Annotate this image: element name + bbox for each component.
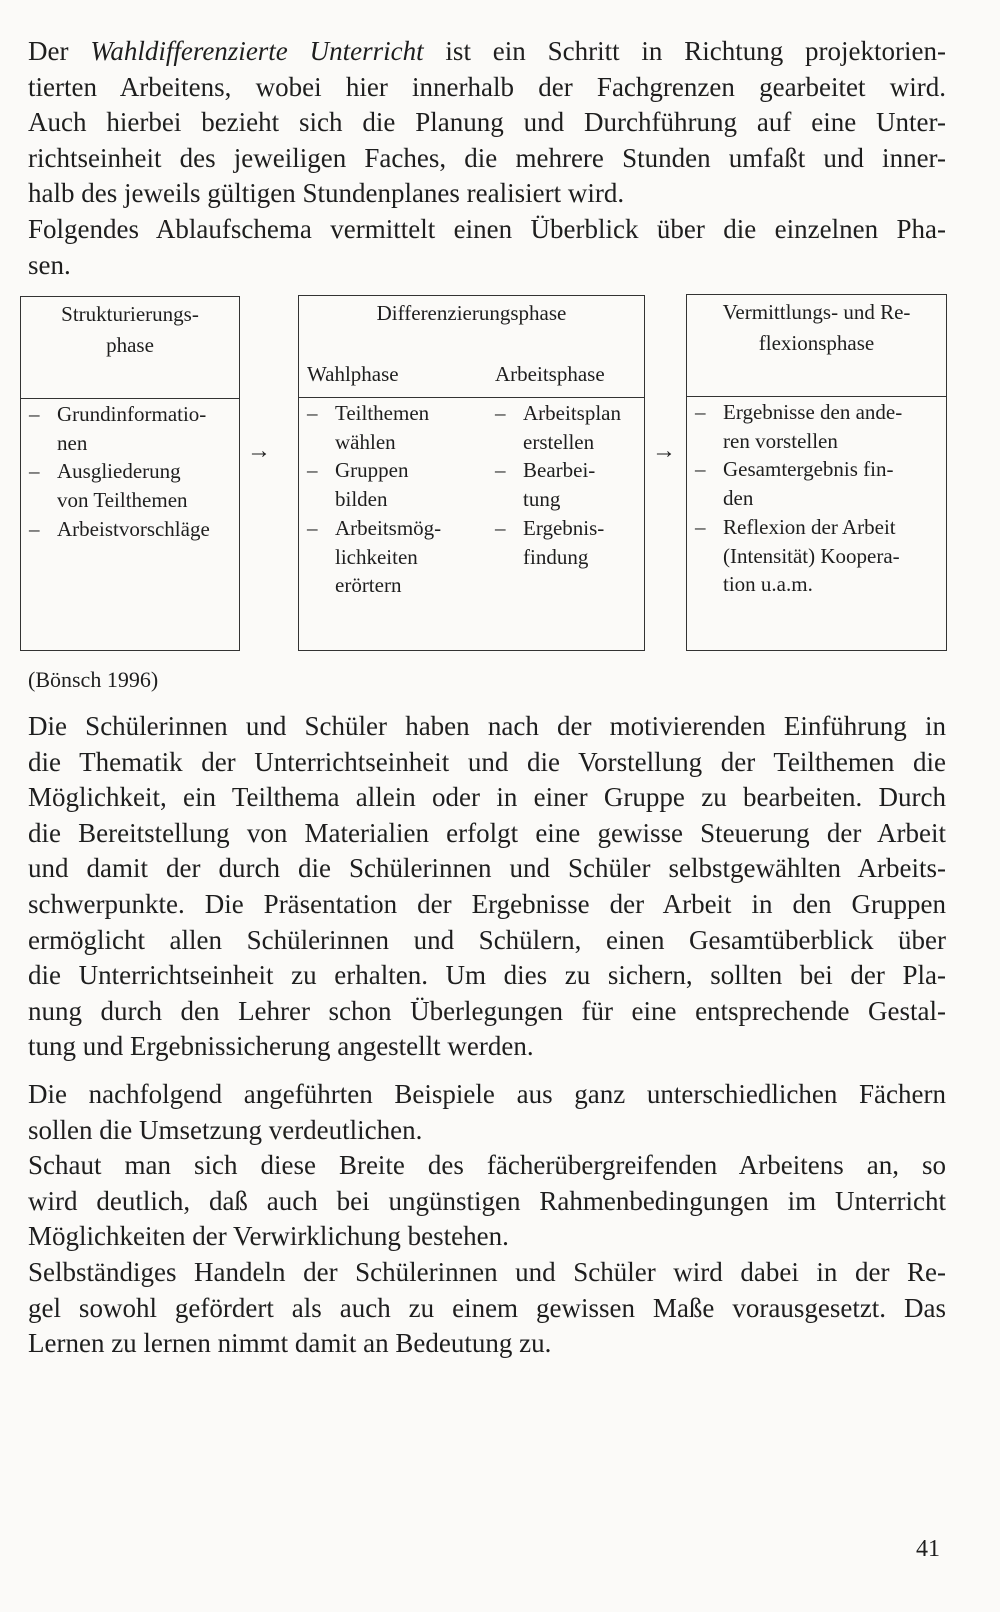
text-span: halb des jeweils gültigen Stundenplanes realisiert wird. [28, 178, 625, 209]
dash-bullet: – [307, 515, 318, 540]
citation: (Bönsch 1996) [28, 667, 159, 692]
dash-bullet: – [495, 458, 506, 483]
item-line: Ergebnisse den ande- [723, 400, 903, 424]
item-list [687, 398, 942, 599]
text-span: Der [28, 36, 91, 66]
item-line: lichkeiten [335, 544, 418, 569]
list-item [21, 515, 236, 544]
item-line: tion u.a.m. [723, 572, 813, 597]
text-line: die Thematik der Unterrichtseinheit und die Vorstellung der Teilthemen die [28, 746, 946, 777]
text-line: gel sowohl gefördert als auch zu einem gewissen Maße vorausgesetzt. Das [28, 1292, 946, 1323]
text-line: tung und Ergebnissicherung angestellt werden. [28, 1031, 534, 1062]
text-line: die Unterrichtseinheit zu erhalten. Um dies zu sichern, sollten bei der Pla- [28, 960, 946, 991]
arrow-icon: → [652, 438, 676, 464]
phase-box-differentiation [298, 295, 645, 651]
list-item [487, 399, 642, 456]
item-line: nen [57, 430, 88, 455]
item-line: Ausgliederung [57, 459, 181, 484]
text-span: Auch hierbei bezieht sich die Planung und Durchführung auf eine Unter- [28, 107, 946, 138]
text-line [28, 176, 946, 212]
phase-box-header [687, 295, 946, 397]
text-line: die Bereitstellung von Materialien erfolgt eine gewisse Steuerung der Arbeit [28, 817, 946, 848]
subheader-arbeitsphase: Arbeitsphase [495, 362, 605, 386]
body-paragraph [28, 1077, 946, 1362]
item-line: erörtern [335, 573, 402, 598]
item-line: wählen [335, 429, 396, 454]
dash-bullet: – [307, 401, 318, 425]
item-line: Gesamtergebnis fin- [723, 457, 894, 482]
dash-bullet: – [307, 458, 318, 483]
text-line [28, 105, 946, 141]
header-line: Differenzierungsphase [376, 301, 567, 325]
dash-bullet: – [695, 457, 706, 482]
text-line: Möglichkeit, ein Teilthema allein oder in einer Gruppe zu bearbeiten. Durch [28, 782, 946, 813]
header-line: flexionsphase [758, 331, 875, 355]
phase-box-mediation [686, 294, 947, 651]
text-line [28, 212, 946, 248]
item-line: Teilthemen [335, 401, 430, 425]
text-line: nung durch den Lehrer schon Überlegungen für eine entsprechende Gestal- [28, 995, 946, 1026]
phase-box-structuring [20, 296, 240, 651]
list-item [487, 456, 642, 513]
dash-bullet: – [29, 459, 40, 484]
list-item [21, 457, 236, 514]
text-span: ist ein Schritt in Richtung projektorien- [423, 36, 947, 66]
text-line [28, 70, 946, 106]
text-line: sollen die Umsetzung verdeutlichen. [28, 1114, 423, 1145]
phase-box-header [21, 297, 239, 399]
list-item [299, 514, 484, 600]
text-line: schwerpunkte. Die Präsentation der Ergebnisse der Arbeit in den Gruppen [28, 888, 946, 919]
list-item [687, 455, 942, 512]
text-span: tierten Arbeitens, wobei hier innerhalb der Fachgrenzen gearbeitet wird. [28, 71, 946, 102]
text-line: Möglichkeiten der Verwirklichung bestehen. [28, 1221, 509, 1252]
text-line: Selbständiges Handeln der Schülerinnen und Schüler wird dabei in der Re- [28, 1256, 946, 1287]
intro-paragraph [28, 34, 946, 283]
list-item [299, 456, 484, 513]
item-line: findung [523, 544, 589, 569]
subheader-wahlphase: Wahlphase [307, 362, 399, 386]
list-item [21, 400, 236, 457]
header-line: Strukturierungs- [61, 302, 199, 326]
text-line: und damit der durch die Schülerinnen und Schüler selbstgewählten Arbeits- [28, 853, 946, 884]
list-item [687, 513, 942, 599]
item-line: bilden [335, 487, 388, 512]
header-line: phase [106, 333, 154, 357]
item-line: (Intensität) Koopera- [723, 543, 900, 568]
page-number: 41 [916, 1536, 940, 1562]
text-line [28, 34, 946, 70]
arrow-icon: → [247, 438, 271, 464]
body-paragraph [28, 709, 946, 1065]
text-line [28, 248, 946, 284]
text-line: Lernen zu lernen nimmt damit an Bedeutung zu. [28, 1328, 552, 1359]
item-line: Ergebnis- [523, 515, 605, 540]
text-span: Folgendes Ablaufschema vermittelt einen Überblick über die einzelnen Pha- [28, 213, 946, 244]
text-line: wird deutlich, daß auch bei ungünstigen Rahmenbedingungen im Unterricht [28, 1185, 946, 1216]
item-line: Arbeitsmög- [335, 515, 442, 540]
italic-term: Wahldifferenzierte Unterricht [90, 36, 424, 66]
item-list [487, 399, 642, 571]
item-line: Arbeistvorschläge [57, 516, 210, 541]
dash-bullet: – [495, 515, 506, 540]
text-line [28, 141, 946, 177]
item-line: Gruppen [335, 458, 409, 483]
item-line: Arbeitsplan [523, 401, 621, 425]
item-line: Grundinformatio- [57, 402, 207, 426]
item-line: ren vorstellen [723, 428, 838, 453]
dash-bullet: – [495, 401, 506, 425]
phase-box-header [299, 296, 644, 398]
dash-bullet: – [29, 402, 40, 426]
item-line: Bearbei- [523, 458, 596, 483]
list-item [299, 399, 484, 456]
text-span: sen. [28, 249, 71, 280]
text-span: richtseinheit des jeweiligen Faches, die mehrere Stunden umfaßt und inner- [28, 142, 946, 173]
item-line: den [723, 486, 754, 511]
text-line: Die Schülerinnen und Schüler haben nach der motivierenden Einführung in [28, 711, 946, 741]
item-list [299, 399, 484, 600]
list-item [687, 398, 942, 455]
dash-bullet: – [695, 514, 706, 539]
header-line: Vermittlungs- und Re- [722, 300, 911, 324]
dash-bullet: – [29, 516, 40, 541]
list-item [487, 514, 642, 571]
item-line: Reflexion der Arbeit [723, 514, 896, 539]
item-line: tung [523, 487, 561, 512]
text-line: Die nachfolgend angeführten Beispiele aus ganz unterschiedlichen Fächern [28, 1079, 946, 1109]
item-line: erstellen [523, 429, 595, 454]
item-line: von Teilthemen [57, 488, 188, 513]
text-line: ermöglicht allen Schülerinnen und Schülern, einen Gesamtüberblick über [28, 924, 946, 955]
text-line: Schaut man sich diese Breite des fächerübergreifenden Arbeitens an, so [28, 1150, 946, 1181]
dash-bullet: – [695, 400, 706, 424]
item-list [21, 400, 236, 544]
